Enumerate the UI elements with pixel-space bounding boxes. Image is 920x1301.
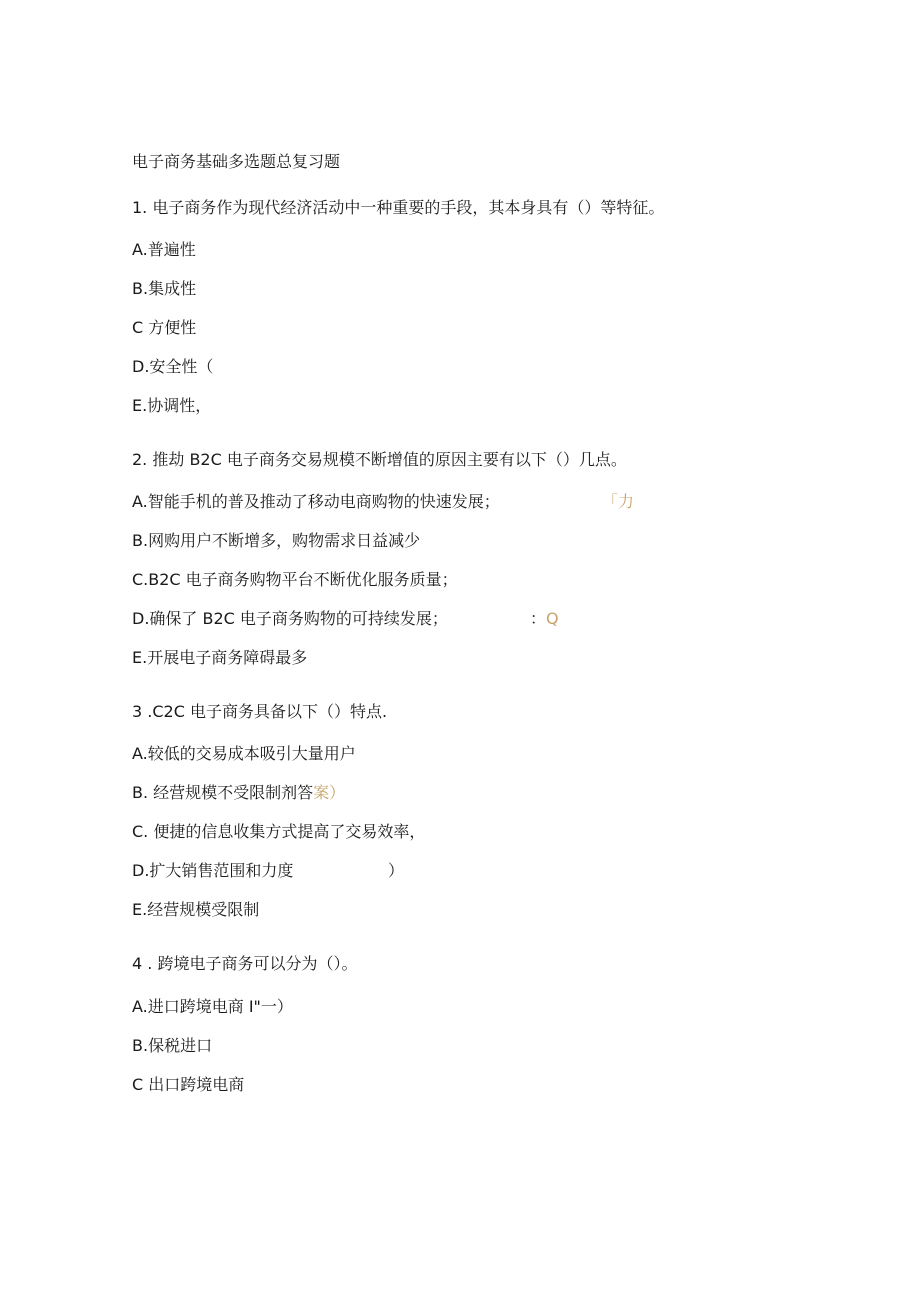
question-4-option-c: C 出口跨境电商 <box>132 1075 245 1094</box>
question-4-option-a: A.进口跨境电商 I"一） <box>132 997 293 1016</box>
question-1-option-e: E.协调性， <box>132 396 212 415</box>
question-1-option-c: C 方便性 <box>132 318 197 337</box>
question-4-option-b: B.保税进口 <box>132 1036 213 1055</box>
document-title: 电子商务基础多选题总复习题 <box>132 152 341 171</box>
question-3-paren-mark: ） <box>388 861 405 880</box>
question-2: 2. 推劫 B2C 电子商务交易规模不断增值的原因主要有以下（）几点。 <box>132 450 627 469</box>
question-1-option-b: B.集成性 <box>132 279 197 298</box>
question-3-option-b-mark: 案） <box>313 783 346 802</box>
question-3-option-e: E.经营规模受限制 <box>132 900 260 919</box>
question-1-option-d: D.安全性（ <box>132 357 214 376</box>
question-1: 1. 电子商务作为现代经济活动中一种重要的手段，其本身具有（）等特征。 <box>132 198 665 217</box>
question-3-option-b-text: B. 经营规模不受限制剂答 <box>132 783 314 802</box>
question-3-option-b <box>132 783 345 803</box>
question-2-option-a: A.智能手机的普及推动了移动电商购物的快速发展； <box>132 492 500 511</box>
question-3-option-a: A.较低的交易成本吸引大量用户 <box>132 744 356 763</box>
question-2-margin-mark: 「力 <box>602 492 635 511</box>
question-2-option-e: E.开展电子商务障碍最多 <box>132 648 308 667</box>
question-3-option-d: D.扩大销售范围和力度 <box>132 861 294 880</box>
question-1-option-a: A.普遍性 <box>132 240 196 259</box>
question-2-q-mark: Q <box>546 609 559 628</box>
question-2-option-d: D.确保了 B2C 电子商务购物的可持续发展； <box>132 609 448 628</box>
question-2-colon-mark: ： <box>530 609 547 628</box>
question-2-option-c: C.B2C 电子商务购物平台不断优化服务质量； <box>132 570 458 589</box>
question-2-option-b: B.网购用户不断增多，购物需求日益减少 <box>132 531 421 550</box>
question-3-option-c: C. 便捷的信息收集方式提高了交易效率， <box>132 822 426 841</box>
question-4: 4 . 跨境电子商务可以分为（）。 <box>132 954 358 973</box>
question-3: 3 .C2C 电子商务具备以下（）特点. <box>132 702 388 721</box>
